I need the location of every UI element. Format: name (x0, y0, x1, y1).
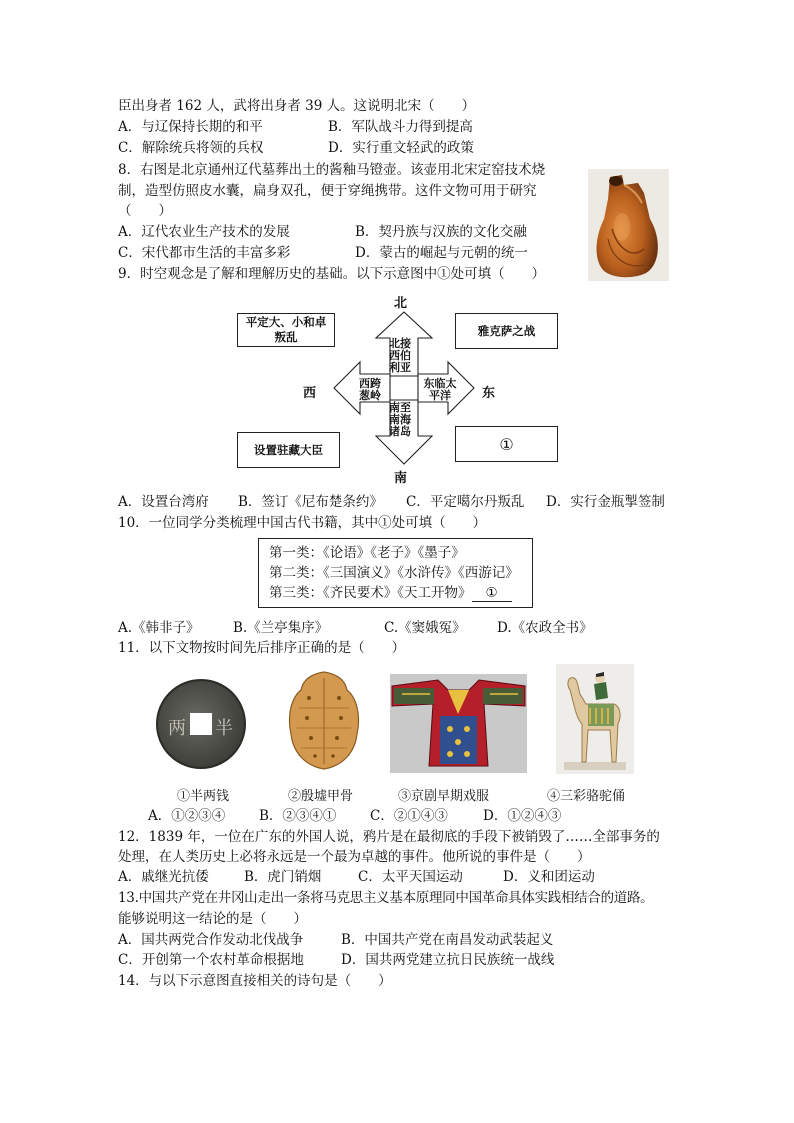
q13-stem-line2: 能够说明这一结论的是（ ） (118, 911, 307, 927)
caption-banliang-coin: ①半两钱 (177, 789, 230, 804)
direction-west: 西 (303, 386, 317, 401)
q9-option-a: A．设置台湾府 (118, 494, 209, 510)
q7-stem: 臣出身者 162 人，武将出身者 39 人。这说明北宋（ ） (118, 98, 476, 114)
q8-stem-line3: （ ） (118, 203, 172, 219)
book-blank: ① (472, 585, 512, 602)
q10-stem: 10．一位同学分类梳理中国古代书籍，其中①处可填（ ） (118, 515, 487, 531)
q9-stem: 9．时空观念是了解和理解历史的基础。以下示意图中①处可填（ ） (118, 266, 546, 282)
box-northeast: 雅克萨之战 (455, 313, 558, 349)
q13-option-c: C．开创第一个农村革命根据地 (118, 952, 304, 968)
q11-option-b: B．②③④① (259, 808, 337, 824)
q13-option-d: D．国共两党建立抗日民族统一战线 (341, 952, 555, 968)
q11-option-a: A．①②③④ (148, 808, 226, 824)
box-southwest: 设置驻藏大臣 (237, 432, 340, 468)
direction-east: 东 (482, 386, 496, 401)
q12-option-b: B．虎门销烟 (244, 869, 322, 885)
q11-stem: 11．以下文物按时间先后排序正确的是（ ） (118, 640, 406, 656)
arrow-south-text: 南至南海诸岛 (389, 401, 411, 438)
q10-option-b: B.《兰亭集序》 (233, 620, 329, 636)
book-category-1: 第一类：《论语》《老子》《墨子》 (269, 545, 465, 561)
box-northwest: 平定大、小和卓叛乱 (237, 313, 335, 347)
q8-option-a: A．辽代农业生产技术的发展 (118, 224, 290, 240)
q10-option-d: D.《农政全书》 (497, 620, 593, 636)
q13-stem-line1: 13.中国共产党在井冈山走出一条将马克思主义基本原理同中国革命具体实践相结合的道路。 (118, 890, 654, 906)
box-southeast-blank: ① (455, 426, 558, 462)
q7-option-d: D．实行重文轻武的政策 (328, 140, 474, 156)
q12-stem-line1: 12．1839 年，一位在广东的外国人说，鸦片是在最彻底的手段下被销毁了……全部事务的 (118, 829, 660, 845)
q12-stem-line2: 处理，在人类历史上必将永远是一个最为卓越的事件。他所说的事件是（ ） (118, 849, 591, 865)
coin-char-right: 半 (215, 718, 233, 739)
q7-option-c: C．解除统兵将领的兵权 (118, 140, 264, 156)
caption-tricolor-camel: ④三彩骆驼俑 (547, 789, 626, 804)
banliang-coin-photo (155, 676, 247, 772)
q9-option-d: D．实行金瓶掣签制 (546, 494, 665, 510)
q12-option-c: C．太平天国运动 (358, 869, 463, 885)
q10-option-c: C.《窦娥冤》 (384, 620, 466, 636)
caption-oracle-bone: ②殷墟甲骨 (288, 789, 354, 804)
q8-stem-line1: 8．右图是北京通州辽代墓葬出土的酱釉马镫壶。该壶用北宋定窑技术烧 (118, 162, 546, 178)
q10-option-a: A.《韩非子》 (118, 620, 200, 636)
caption-opera-costume: ③京剧早期戏服 (398, 789, 490, 804)
q8-option-c: C．宋代都市生活的丰富多彩 (118, 245, 291, 261)
direction-south: 南 (394, 471, 408, 486)
q12-option-a: A．戚继光抗倭 (118, 869, 209, 885)
book-categories-box (258, 538, 533, 608)
q9-option-c: C．平定噶尔丹叛乱 (406, 494, 525, 510)
book-category-3-text: 第三类：《齐民要术》《天工开物》 (269, 585, 472, 601)
coin-char-left: 两 (168, 718, 186, 739)
book-category-3 (269, 583, 522, 603)
opera-costume-photo (390, 674, 527, 773)
oracle-bone-photo (285, 668, 363, 773)
q13-option-b: B．中国共产党在南昌发动武装起义 (341, 932, 554, 948)
arrow-north-text: 北接西伯利亚 (389, 337, 411, 374)
stirrup-pot-photo (588, 169, 669, 281)
q8-option-b: B．契丹族与汉族的文化交融 (355, 224, 527, 240)
q8-option-d: D．蒙古的崛起与元朝的统一 (355, 245, 528, 261)
book-category-2: 第二类：《三国演义》《水浒传》《西游记》 (269, 565, 519, 581)
direction-north: 北 (394, 296, 408, 311)
q12-option-d: D．义和团运动 (503, 869, 595, 885)
arrow-west-text: 西跨葱岭 (359, 377, 381, 402)
q13-option-a: A．国共两党合作发动北伐战争 (118, 932, 304, 948)
q9-option-b: B．签订《尼布楚条约》 (238, 494, 383, 510)
q14-stem: 14．与以下示意图直接相关的诗句是（ ） (118, 973, 392, 989)
q7-option-a: A．与辽保持长期的和平 (118, 119, 263, 135)
q8-stem-line2: 制，造型仿照皮水囊，扁身双孔，便于穿绳携带。这件文物可用于研究 (118, 183, 537, 199)
q11-option-c: C．②①④③ (370, 808, 448, 824)
tricolor-camel-photo (556, 664, 634, 774)
q7-option-b: B．军队战斗力得到提高 (328, 119, 473, 135)
arrow-east-text: 东临太平洋 (423, 377, 457, 402)
q11-option-d: D．①②④③ (483, 808, 562, 824)
